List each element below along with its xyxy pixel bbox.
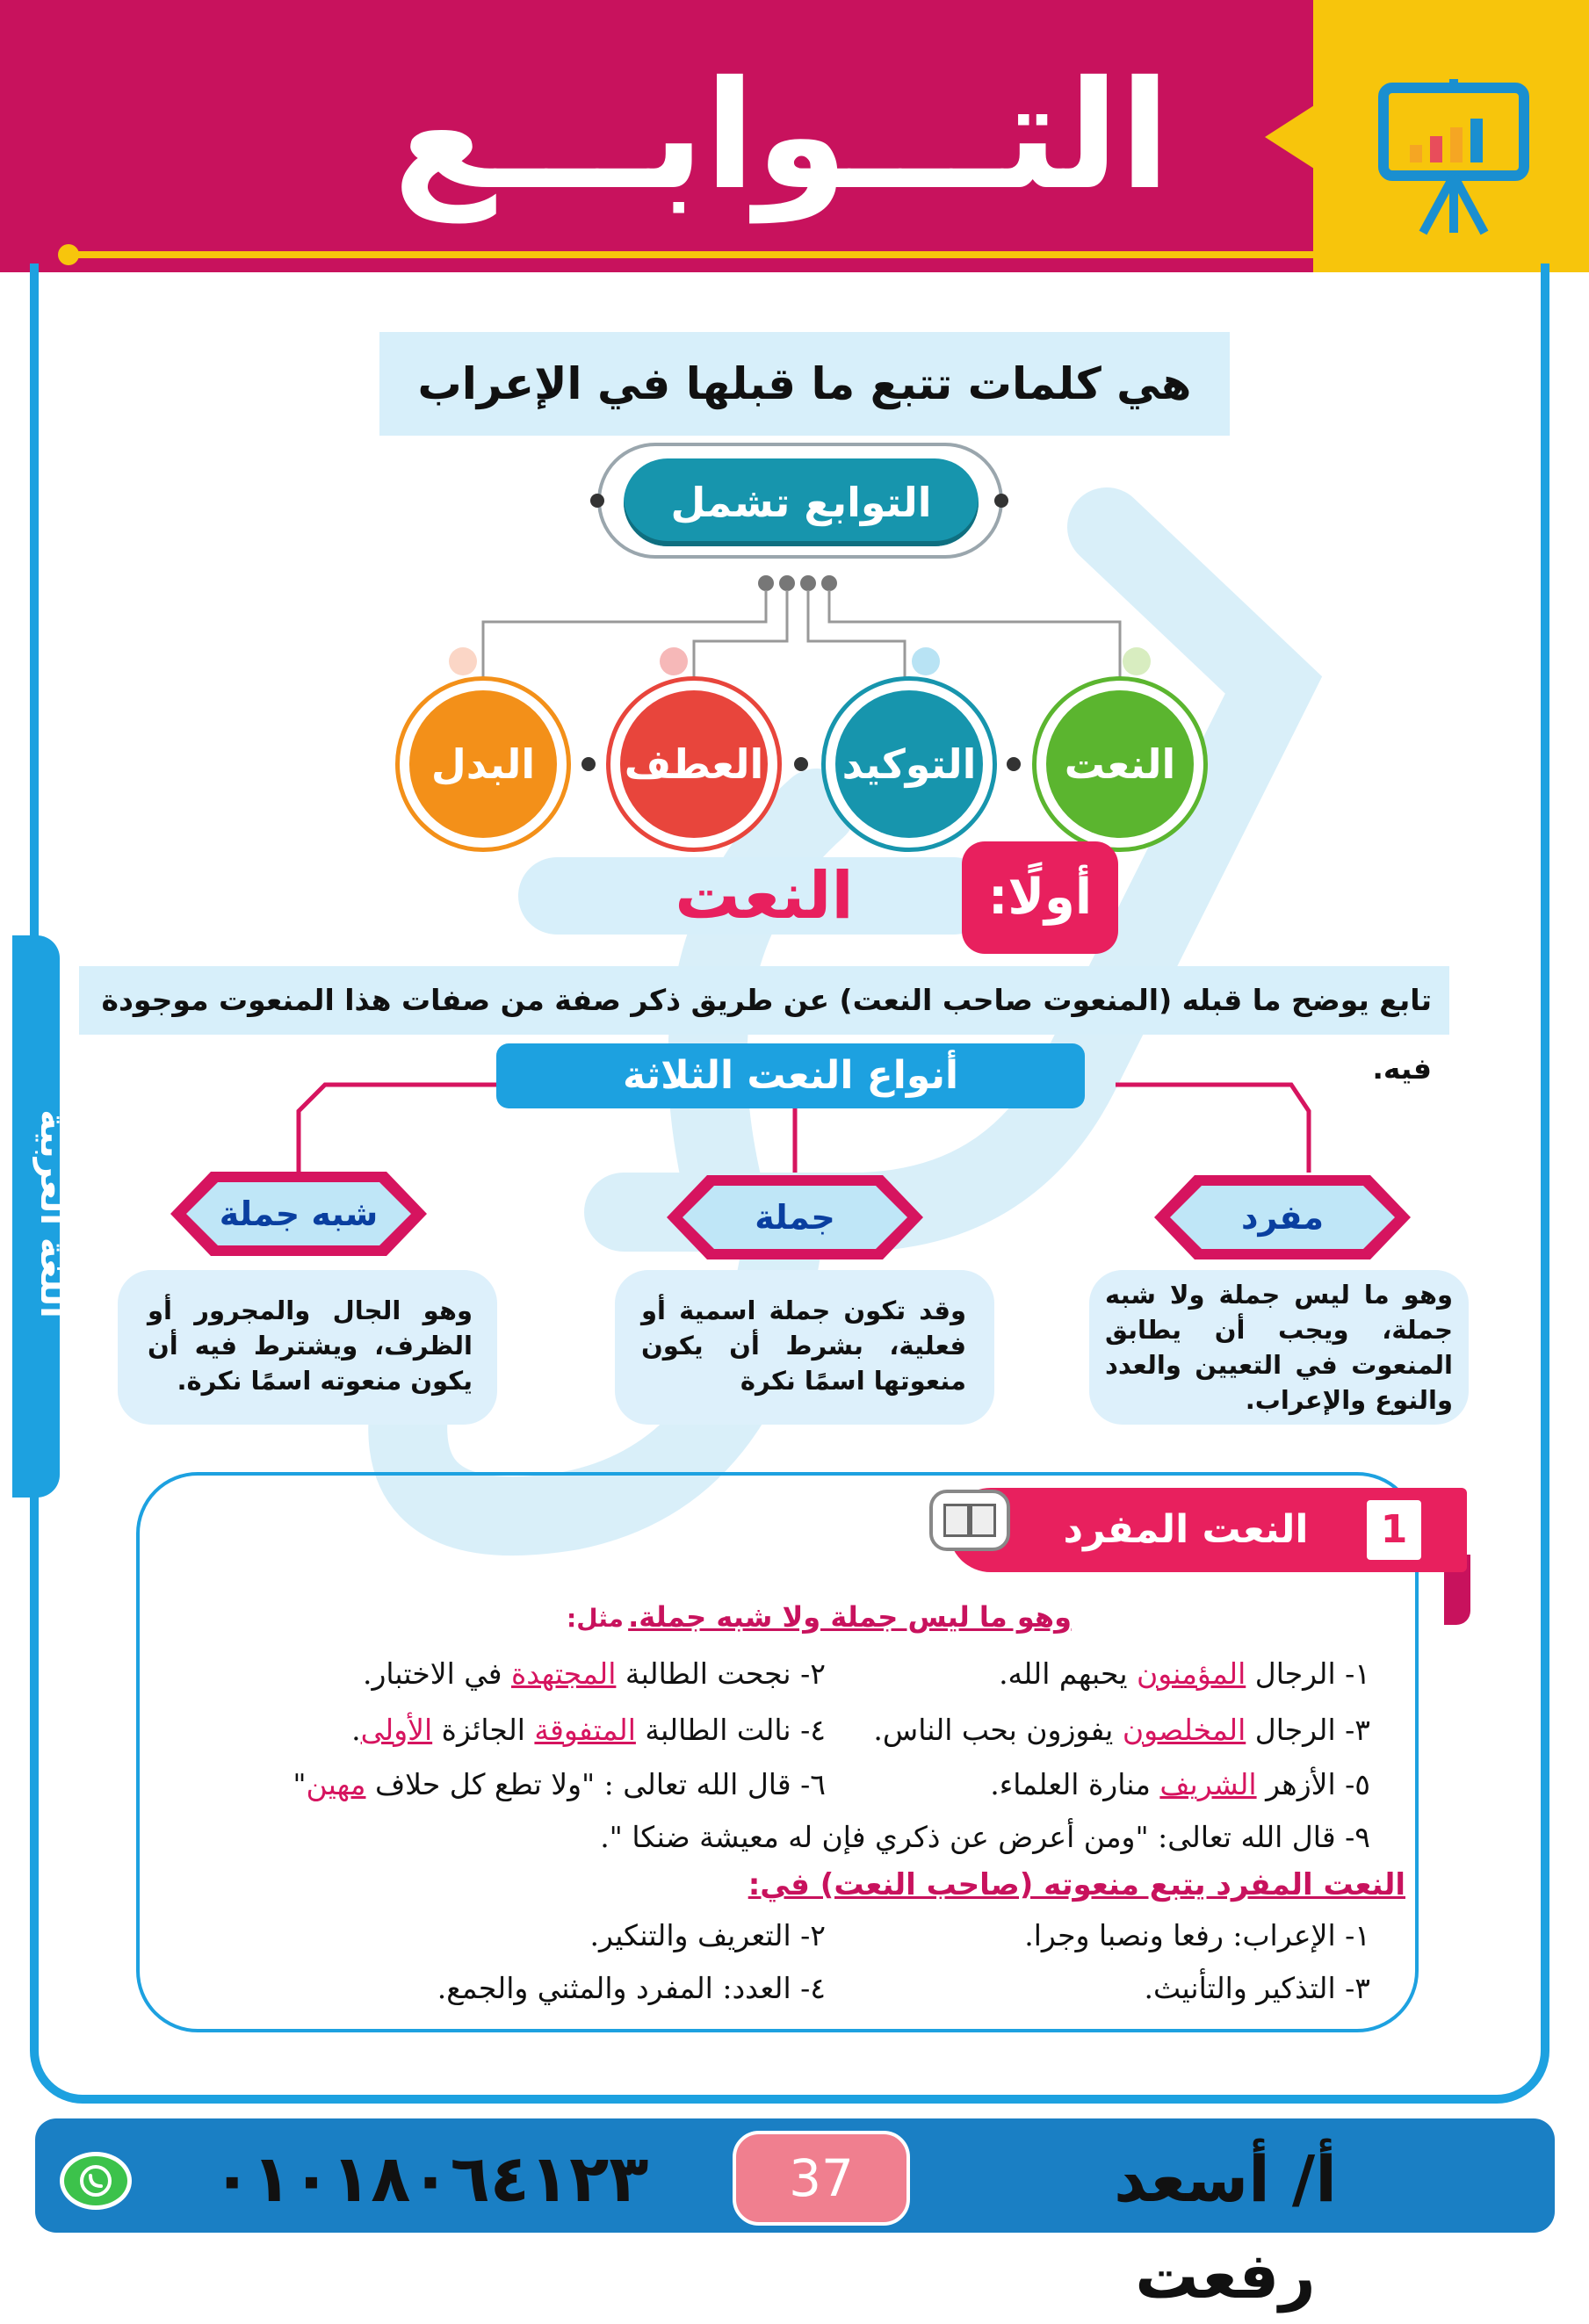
example-line: ١- الرجال المؤمنون يحبهم الله. (999, 1656, 1370, 1691)
rule-title: النعت المفرد يتبع منعوته (صاحب النعت) في: (748, 1867, 1405, 1902)
naat-definition-text: تابع يوضح ما قبله (المنعوت صاحب النعت) عن طريق ذكر صفة من صفات هذا المنعوت موجودة فيه. (101, 983, 1432, 1086)
diagram-node-naat: النعت (1046, 690, 1194, 838)
example-line: ٦- قال الله تعالى : "ولا تطع كل حلاف مهين" (293, 1767, 826, 1801)
footer-author: أ/ أسعد رفعت (1114, 2142, 1337, 2313)
diagram-root-pin-left (590, 494, 604, 508)
decor-dot-3 (912, 647, 940, 675)
rule-item: ٤- العدد: المفرد والمثني والجمع. (437, 1971, 826, 2005)
header-divider (70, 251, 1318, 258)
definition-text: هي كلمات تتبع ما قبلها في الإعراب (417, 358, 1192, 409)
page-number: 37 (789, 2148, 854, 2208)
type-desc-mufrad: وهو ما ليس جملة ولا شبه جملة، ويجب أن يطابق المنعوت في التعيين والعدد والنوع والإعراب. (1105, 1280, 1453, 1415)
rule-item: ١- الإعراب: رفعا ونصبا وجرا. (1024, 1918, 1370, 1952)
example-line: ٥- الأزهر الشريف منارة العلماء. (990, 1767, 1370, 1801)
page-title: التـــوابـــع (393, 49, 1171, 223)
header-notch (1265, 105, 1314, 169)
example-label: مثل: (567, 1604, 624, 1633)
diagram-pin (794, 757, 808, 771)
example-line: ٣- الرجال المخلصون يفوزون بحب الناس. (873, 1713, 1370, 1747)
diagram-pin (581, 757, 596, 771)
diagram-root-pin-right (994, 494, 1008, 508)
first-section-title: النعت (675, 858, 854, 934)
first-section-ordinal: أولًا: (987, 869, 1093, 926)
diagram-node-badal: البدل (409, 690, 557, 838)
types-heading: أنواع النعت الثلاثة (622, 1053, 959, 1098)
open-book-icon (929, 1490, 1010, 1551)
side-subject-label: اللغة العربية (33, 1109, 73, 1318)
singular-definition-line (474, 1594, 1072, 1640)
diagram-root-label: التوابع تشمل (670, 479, 932, 526)
decor-dot-4 (1123, 647, 1151, 675)
rule-item: ٣- التذكير والتأنيث. (1144, 1971, 1370, 2005)
footer-phone: ٠١٠١٨٠٦٤١٢٣ (212, 2141, 649, 2217)
singular-title: النعت المفرد (1063, 1507, 1309, 1552)
type-label-mufrad: مفرد (1240, 1198, 1325, 1237)
type-label-jumla: جملة (755, 1198, 835, 1237)
example-line: ٢- نجحت الطالبة المجتهدة في الاختبار. (362, 1656, 826, 1691)
example-line: ٩- قال الله تعالى: "ومن أعرض عن ذكري فإن له معيشة ضنكا ". (600, 1820, 1370, 1854)
rule-item: ٢- التعريف والتنكير. (589, 1918, 826, 1952)
singular-number: 1 (1380, 1507, 1408, 1552)
example-line: ٤- نالت الطالبة المتفوقة الجائزة الأولى. (351, 1713, 826, 1747)
type-desc-shibh: وهو الجال والمجرور أو الظرف، ويشترط فيه أن يكون منعوته اسمًا نكرة. (148, 1296, 473, 1396)
type-label-shibh: شبه جملة (219, 1194, 379, 1233)
type-desc-jumla: وقد تكون جملة اسمية أو فعلية، بشرط أن يكون منعوتها اسمًا نكرة (641, 1296, 966, 1396)
header-divider-dot (58, 244, 79, 265)
decor-dot-1 (449, 647, 477, 675)
diagram-connectors (474, 569, 1159, 701)
presentation-board-icon (1370, 61, 1537, 237)
diagram-pin (1007, 757, 1021, 771)
diagram-node-atf: العطف (620, 690, 768, 838)
decor-dot-2 (660, 647, 688, 675)
diagram-node-tawkid: التوكيد (835, 690, 983, 838)
whatsapp-icon (60, 2152, 132, 2210)
singular-definition: وهو ما ليس جملة ولا شبه جملة. (628, 1600, 1072, 1634)
